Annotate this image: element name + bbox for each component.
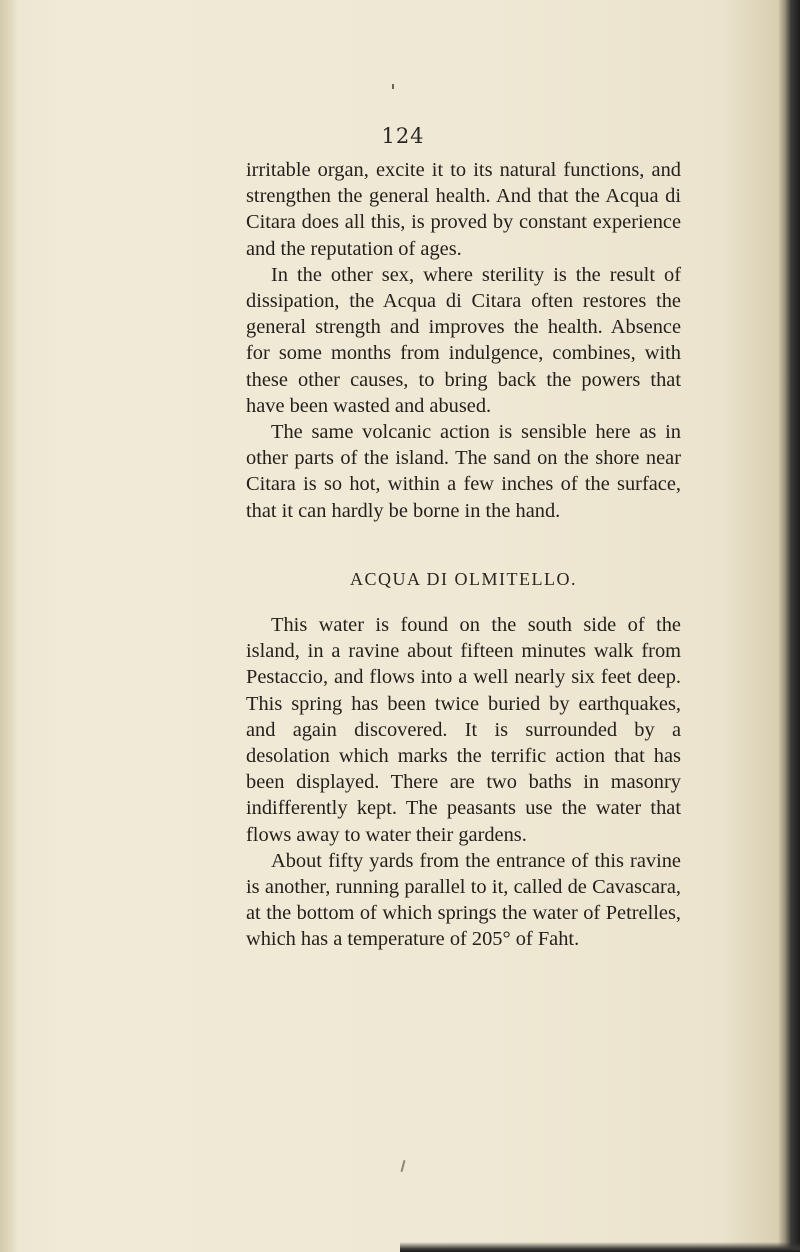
paragraph-continued: irritable organ, excite it to its natural functions, and strengthen the general health. And that the Acqua di Citara does all this, is proved by constant experience and the reputation of ages. bbox=[246, 159, 681, 260]
body-text bbox=[246, 157, 681, 953]
section-heading: ACQUA DI OLMITELLO. bbox=[350, 568, 577, 589]
section-paragraph: This water is found on the south side of the island, in a ravine about fifteen minutes walk from Pestaccio, and flows into a well nearly six feet deep. This spring has been twice buried by earthquakes, and again discovered. It is surrounded by a desolation which marks the terrific action that has been displayed. There are two baths in masonry indifferently kept. The peasants use the water that flows away to water their gardens. bbox=[246, 614, 681, 846]
page-left-edge bbox=[0, 0, 18, 1252]
paragraph: The same volcanic action is sensible here as in other parts of the island. The sand on the shore near Citara is so hot, within a few inches of the surface, that it can hardly be borne in the hand. bbox=[246, 421, 681, 522]
section-paragraph: About fifty yards from the entrance of this ravine is another, running parallel to it, called de Cavascara, at the bottom of which springs the water of Petrelles, which has a temperature of 205° of Faht. bbox=[246, 849, 681, 951]
ink-mark bbox=[400, 1160, 405, 1172]
page-right-edge-shadow bbox=[778, 0, 800, 1252]
paragraph: In the other sex, where sterility is the result of dissipation, the Acqua di Citara often restores the general strength and improves the health. Absence for some months from indulgence, combines, with these other causes, to bring back the powers that have been wasted and abused. bbox=[246, 263, 681, 417]
ink-speck bbox=[392, 84, 394, 89]
page-bottom-edge-shadow bbox=[400, 1242, 800, 1252]
page-number: 124 bbox=[381, 124, 425, 148]
